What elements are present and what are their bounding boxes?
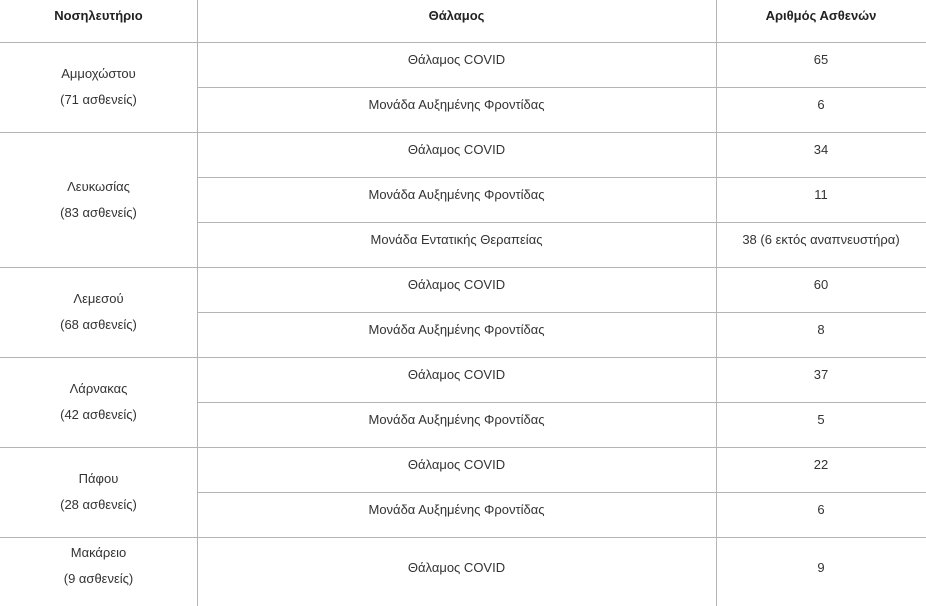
ward-cell: Θάλαμος COVID	[407, 142, 506, 157]
row-divider	[197, 492, 926, 493]
hospital-name: Μακάρειο	[70, 545, 127, 560]
hospital-cell	[0, 42, 197, 132]
count-cell: 60	[813, 277, 829, 292]
count-cell: 37	[813, 367, 829, 382]
hospital-cell	[0, 357, 197, 447]
count-cell: 34	[813, 142, 829, 157]
ward-cell: Θάλαμος COVID	[407, 560, 506, 575]
count-cell: 22	[813, 457, 829, 472]
count-cell: 11	[814, 187, 828, 202]
ward-cell: Θάλαμος COVID	[407, 367, 506, 382]
count-cell: 8	[817, 322, 825, 337]
ward-cell: Μονάδα Εντατικής Θεραπείας	[370, 232, 543, 247]
header-hospital: Νοσηλευτήριο	[54, 8, 143, 23]
hospital-name: Λευκωσίας	[67, 178, 130, 194]
row-divider	[197, 87, 926, 88]
ward-cell: Θάλαμος COVID	[407, 277, 506, 292]
hospital-total: (28 ασθενείς)	[60, 497, 137, 512]
ward-cell: Θάλαμος COVID	[407, 52, 506, 67]
row-divider	[197, 402, 926, 403]
hospital-cell	[0, 267, 197, 357]
count-cell: 6	[817, 97, 825, 112]
ward-cell: Μονάδα Αυξημένης Φροντίδας	[368, 187, 545, 202]
hospital-total: (42 ασθενείς)	[60, 407, 137, 422]
hospital-total: (9 ασθενείς)	[63, 571, 134, 586]
hospital-total: (83 ασθενείς)	[60, 204, 137, 220]
ward-cell: Μονάδα Αυξημένης Φροντίδας	[368, 97, 545, 112]
row-divider	[197, 222, 926, 223]
header-ward: Θάλαμος	[428, 8, 485, 23]
count-cell: 65	[813, 52, 829, 67]
hospital-total: (68 ασθενείς)	[60, 317, 137, 332]
row-divider	[197, 177, 926, 178]
count-cell: 9	[817, 560, 825, 575]
count-cell: 6	[817, 502, 825, 517]
hospital-cell	[0, 447, 197, 537]
count-cell: 5	[817, 412, 825, 427]
hospital-total: (71 ασθενείς)	[60, 92, 137, 107]
count-cell: 38 (6 εκτός αναπνευστήρα)	[742, 232, 900, 247]
hospital-cell	[0, 537, 197, 595]
header-patients: Αριθμός Ασθενών	[765, 8, 877, 23]
hospital-name: Λάρνακας	[69, 381, 128, 396]
row-divider	[197, 312, 926, 313]
ward-cell: Θάλαμος COVID	[407, 457, 506, 472]
ward-cell: Μονάδα Αυξημένης Φροντίδας	[368, 322, 545, 337]
ward-cell: Μονάδα Αυξημένης Φροντίδας	[368, 412, 545, 427]
ward-cell: Μονάδα Αυξημένης Φροντίδας	[368, 502, 545, 517]
hospital-name: Λεμεσού	[73, 291, 124, 306]
hospital-name: Πάφου	[78, 471, 119, 486]
hospital-name: Αμμοχώστου	[61, 66, 136, 81]
hospital-cell	[0, 132, 197, 267]
